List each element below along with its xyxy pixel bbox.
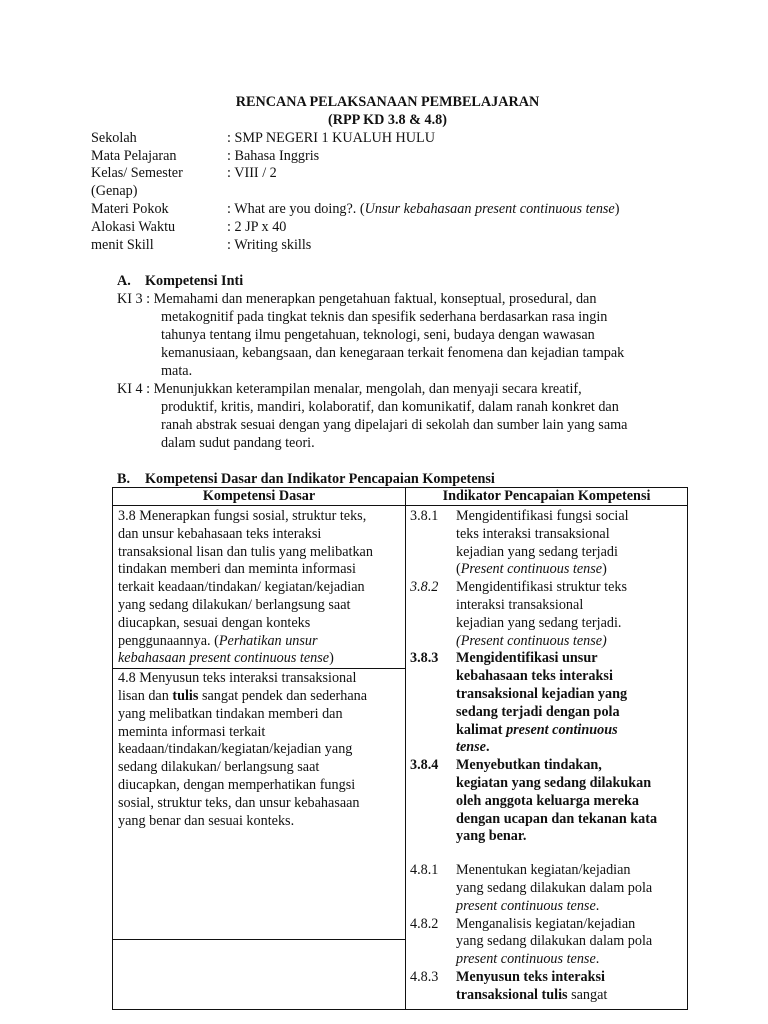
mapel-value: : Bahasa Inggris (227, 148, 320, 164)
indikator-number: 4.8.1 (410, 862, 439, 879)
indikator-text: (Present continuous tense) (456, 561, 607, 578)
indikator-text: transaksional tulis sangat (456, 986, 608, 1003)
indikator-text: Mengidentifikasi fungsi social (456, 508, 629, 524)
indikator-text: interaksi transaksional (456, 596, 584, 613)
kd-line: lisan dan tulis sangat pendek dan sederhana (118, 687, 368, 704)
kompetensi-table (112, 487, 688, 1010)
indikator-text: kegiatan yang sedang dilakukan (456, 774, 652, 791)
indikator-text: dengan ucapan dan tekanan kata (456, 810, 658, 827)
ki3-line: KI 3 : Memahami dan menerapkan pengetahuan faktual, konseptual, prosedural, dan (117, 291, 597, 307)
section-b-letter: B. (117, 471, 131, 487)
column-header-ipk: Indikator Pencapaian Kompetensi (406, 488, 688, 506)
document-title: RENCANA PELAKSANAAN PEMBELAJARAN (235, 94, 540, 110)
kd-4-8-cell (113, 669, 406, 940)
indikator-number: 3.8.4 (410, 757, 439, 774)
skill-value: : Writing skills (227, 237, 312, 253)
kd-line: 3.8 Menerapkan fungsi sosial, struktur teks, (118, 508, 367, 524)
indikator-number: 4.8.3 (410, 968, 439, 985)
kd-line: diucapkan, dengan memperhatikan fungsi (118, 776, 356, 793)
section-a-heading: Kompetensi Inti (145, 273, 244, 289)
indikator-text: transaksional kejadian yang (456, 685, 628, 702)
kd-line: meminta informasi terkait (118, 723, 266, 740)
materi-value: : What are you doing?. (Unsur kebahasaan present continuous tense) (227, 201, 620, 217)
kd-line: tindakan memberi dan meminta informasi (118, 561, 356, 578)
skill-label: menit Skill (91, 237, 154, 253)
ki3-line: tahunya tentang ilmu pengetahuan, teknologi, seni, budaya dengan wawasan (161, 327, 595, 343)
indikator-text: kalimat present continuous (456, 721, 618, 738)
indikator-text: yang sedang dilakukan dalam pola (456, 933, 653, 950)
ki4-line: KI 4 : Menunjukkan keterampilan menalar, mengolah, dan menyaji secara kreatif, (117, 381, 582, 397)
kd-line: sosial, struktur teks, dan unsur kebahasaan (118, 794, 360, 811)
indikator-text: yang sedang dilakukan dalam pola (456, 879, 653, 896)
materi-label: Materi Pokok (91, 201, 169, 217)
indikator-text: yang benar. (456, 828, 527, 845)
indikator-text: tense. (456, 739, 490, 756)
ki4-line: ranah abstrak sesuai dengan yang dipelajari di sekolah dan sumber lain yang sama (161, 417, 628, 433)
kd-line: yang benar dan sesuai konteks. (118, 812, 295, 829)
column-header-kd: Kompetensi Dasar (113, 488, 406, 506)
indikator-text: teks interaksi transaksional (456, 525, 610, 542)
ki3-line: kemanusiaan, kebangsaan, dan kenegaraan terkait fenomena dan kejadian tampak (161, 345, 625, 361)
kd-line: kebahasaan present continuous tense) (118, 650, 334, 667)
kd-line: transaksional lisan dan tulis yang melibatkan (118, 543, 373, 560)
ki3-line: metakognitif pada tingkat teknis dan spesifik sederhana berdasarkan rasa ingin (161, 309, 608, 325)
sekolah-value: : SMP NEGERI 1 KUALUH HULU (227, 130, 435, 146)
section-a-letter: A. (117, 273, 131, 289)
empty-kd-cell (113, 940, 406, 1010)
kd-line: penggunaannya. (Perhatikan unsur (118, 632, 318, 649)
document-subtitle: (RPP KD 3.8 & 4.8) (328, 112, 447, 128)
indikator-text: Menentukan kegiatan/kejadian (456, 862, 631, 879)
alokasi-value: : 2 JP x 40 (227, 219, 287, 235)
indikator-number: 3.8.1 (410, 508, 439, 524)
section-b-heading: Kompetensi Dasar dan Indikator Pencapaian Kompetensi (145, 471, 495, 487)
indikator-text: present continuous tense. (456, 951, 600, 968)
kd-3-8-cell (113, 506, 406, 669)
kd-line: dan unsur kebahasaan teks interaksi (118, 525, 322, 542)
indikator-text: Menganalisis kegiatan/kejadian (456, 915, 636, 932)
indikator-text: Menyusun teks interaksi (456, 968, 605, 985)
kd-line: terkait keadaan/tindakan/ kegiatan/kejadian (118, 579, 365, 596)
indikator-text: (Present continuous tense) (456, 632, 607, 649)
indikator-number: 3.8.3 (410, 650, 439, 667)
mapel-label: Mata Pelajaran (91, 148, 177, 164)
kd-line: sedang dilakukan/ berlangsung saat (118, 759, 320, 776)
kd-line: keadaan/tindakan/kegiatan/kejadian yang (118, 741, 353, 758)
indikator-text: present continuous tense. (456, 897, 600, 914)
sekolah-label: Sekolah (91, 130, 137, 146)
indikator-number: 4.8.2 (410, 915, 439, 932)
indikator-text: Menyebutkan tindakan, (456, 757, 602, 774)
indikator-text: kejadian yang sedang terjadi (456, 543, 618, 560)
ki4-line: dalam sudut pandang teori. (161, 435, 315, 451)
indikator-text: oleh anggota keluarga mereka (456, 792, 639, 809)
kd-line: diucapkan, sesuai dengan konteks (118, 614, 311, 631)
indikator-text: Mengidentifikasi struktur teks (456, 579, 628, 596)
kelas-label-genap: (Genap) (91, 183, 138, 199)
ki4-line: produktif, kritis, mandiri, kolaboratif, dan komunikatif, dalam ranah konkret dan (161, 399, 619, 415)
indikator-number: 3.8.2 (410, 579, 439, 596)
kelas-label: Kelas/ Semester (91, 165, 183, 181)
ki3-line: mata. (161, 363, 193, 379)
indikator-text: sedang terjadi dengan pola (456, 703, 620, 720)
indikator-cell (406, 506, 688, 1010)
kd-line: yang melibatkan tindakan memberi dan (118, 705, 343, 722)
kd-line: 4.8 Menyusun teks interaksi transaksional (118, 670, 357, 687)
kelas-value: : VIII / 2 (227, 165, 277, 181)
indikator-text: kejadian yang sedang terjadi. (456, 614, 622, 631)
indikator-text: Mengidentifikasi unsur (456, 650, 598, 667)
indikator-text: kebahasaan teks interaksi (456, 668, 613, 685)
alokasi-label: Alokasi Waktu (91, 219, 176, 235)
kd-line: yang sedang dilakukan/ berlangsung saat (118, 596, 351, 613)
